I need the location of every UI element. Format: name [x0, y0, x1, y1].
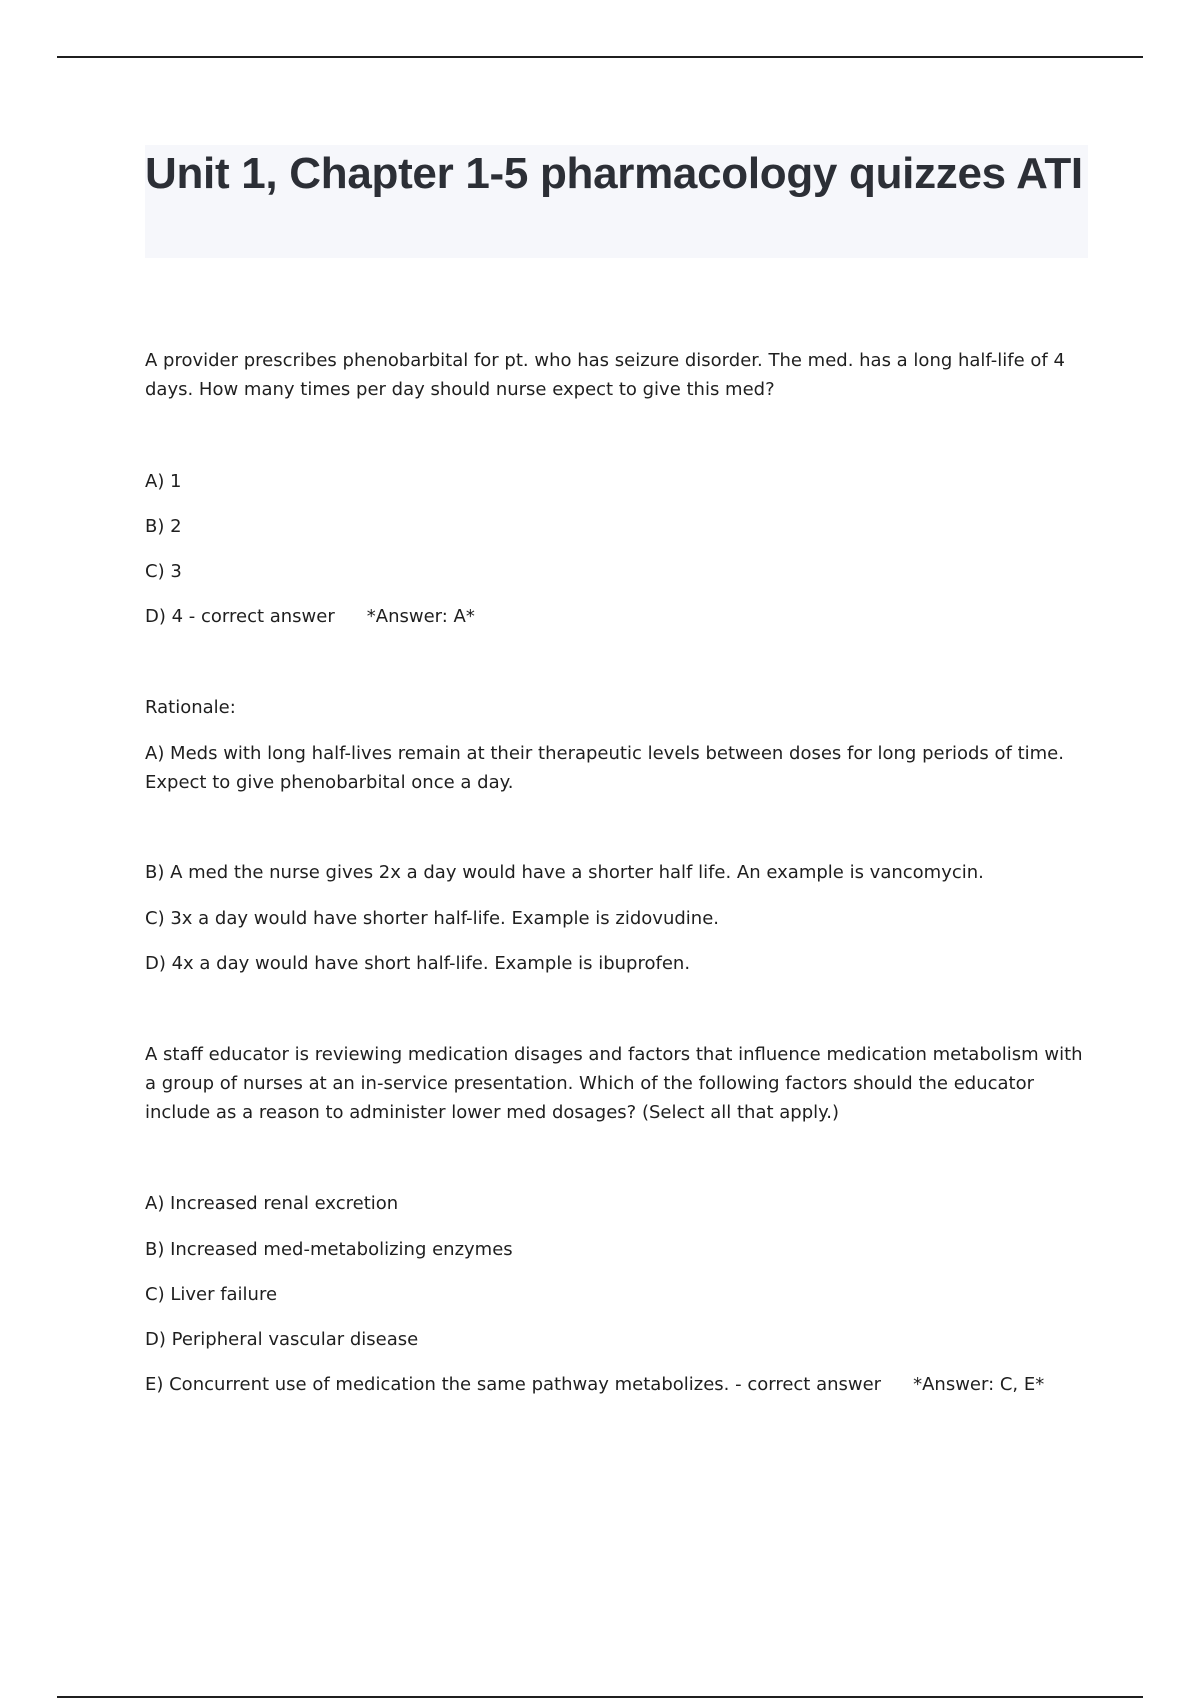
question-1-stem: A provider prescribes phenobarbital for pt. who has seizure disorder. The med. has a long half-life of 4 days. How many times per day should nurse expect to give this med? — [145, 350, 1065, 400]
question-1-option-b: B) 2 — [145, 516, 182, 537]
rationale-c: C) 3x a day would have shorter half-life. Example is zidovudine. — [145, 908, 719, 929]
question-2-option-a: A) Increased renal excretion — [145, 1193, 399, 1214]
question-1-option-a: A) 1 — [145, 471, 182, 492]
question-1-answer: *Answer: A* — [366, 606, 475, 627]
header-rule — [57, 56, 1143, 58]
rationale-label: Rationale: — [145, 697, 236, 718]
footer-rule — [57, 1696, 1143, 1698]
rationale-a: A) Meds with long half-lives remain at their therapeutic levels between doses for long periods of time. Expect to give phenobarbital once a day. — [145, 743, 1064, 793]
question-2-answer: *Answer: C, E* — [913, 1374, 1045, 1395]
question-2-option-e-line — [145, 1370, 1044, 1399]
question-2-option-c: C) Liver failure — [145, 1284, 278, 1305]
question-1-option-c: C) 3 — [145, 561, 182, 582]
rationale-b: B) A med the nurse gives 2x a day would have a shorter half life. An example is vancomycin. — [145, 862, 984, 883]
document-title: Unit 1, Chapter 1-5 pharmacology quizzes ATI — [145, 149, 1083, 198]
question-2-option-e: E) Concurrent use of medication the same pathway metabolizes. - correct answer — [145, 1374, 882, 1395]
question-1-option-d: D) 4 - correct answer — [145, 606, 335, 627]
question-2-option-d: D) Peripheral vascular disease — [145, 1329, 419, 1350]
question-2-option-b: B) Increased med-metabolizing enzymes — [145, 1239, 513, 1260]
question-1-option-d-line — [145, 602, 475, 631]
rationale-d: D) 4x a day would have short half-life. Example is ibuprofen. — [145, 953, 691, 974]
question-2-stem: A staff educator is reviewing medication disages and factors that influence medication metabolism with a group of nurses at an in-service presentation. Which of the following factors should the educator include as a reason to administer lower med dosages? (Select all that apply.) — [145, 1044, 1083, 1123]
